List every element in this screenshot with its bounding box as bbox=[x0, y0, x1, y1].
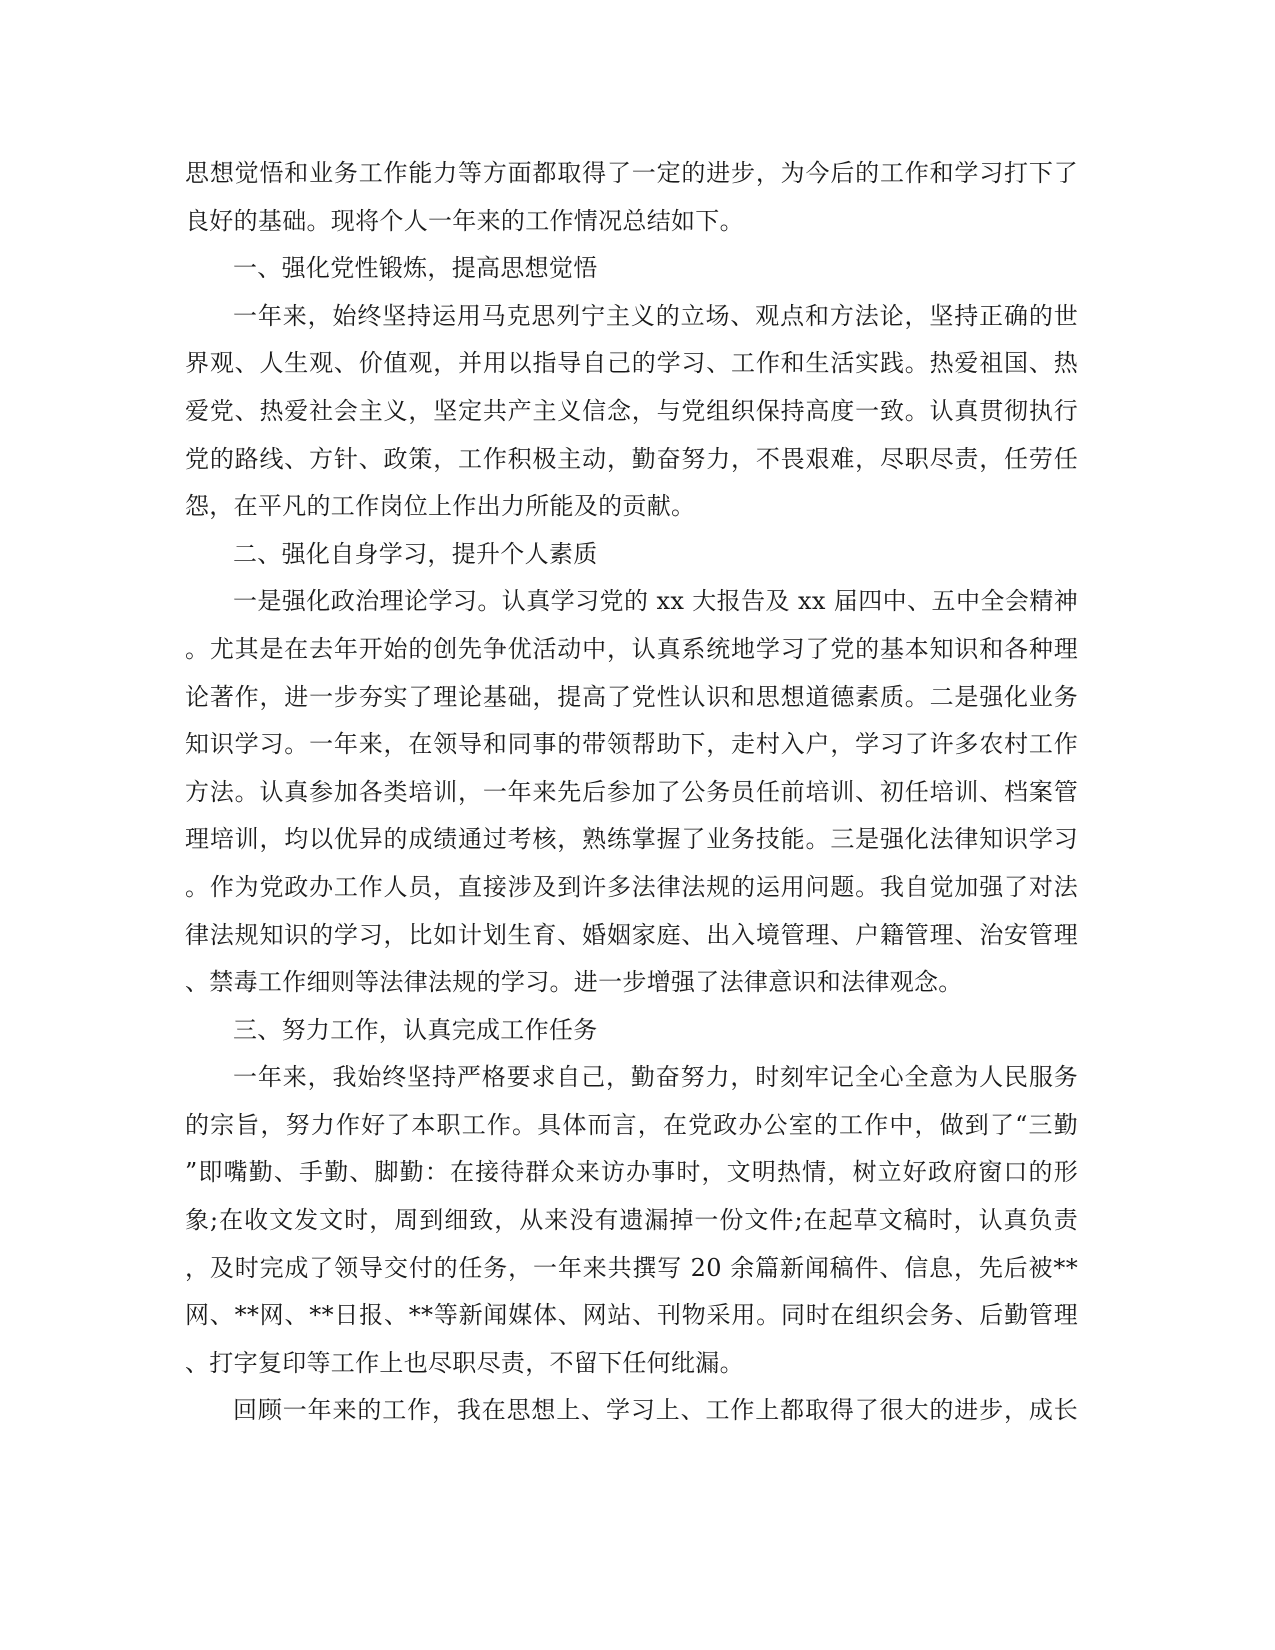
text-line: ”即嘴勤、手勤、脚勤：在接待群众来访办事时，文明热情，树立好政府窗口的形 bbox=[185, 1158, 1078, 1187]
text-line: 界观、人生观、价值观，并用以指导自己的学习、工作和生活实践。热爱祖国、热 bbox=[185, 349, 1078, 378]
text-line: 、打字复印等工作上也尽职尽责，不留下任何纰漏。 bbox=[185, 1348, 744, 1377]
section-heading: 二、强化自身学习，提升个人素质 bbox=[233, 539, 598, 568]
text-line: 、禁毒工作细则等法律法规的学习。进一步增强了法律意识和法律观念。 bbox=[185, 968, 963, 997]
text-line: ，及时完成了领导交付的任务，一年来共撰写 20 余篇新闻稿件、信息，先后被** bbox=[185, 1253, 1078, 1282]
text-line: 爱党、热爱社会主义，坚定共产主义信念，与党组织保持高度一致。认真贯彻执行 bbox=[185, 396, 1078, 425]
text-line: 律法规知识的学习，比如计划生育、婚姻家庭、出入境管理、户籍管理、治安管理 bbox=[185, 920, 1078, 949]
text-line: 回顾一年来的工作，我在思想上、学习上、工作上都取得了很大的进步，成长 bbox=[233, 1396, 1078, 1425]
text-line: 一是强化政治理论学习。认真学习党的 xx 大报告及 xx 届四中、五中全会精神 bbox=[233, 587, 1078, 616]
text-line: 的宗旨，努力作好了本职工作。具体而言，在党政办公室的工作中，做到了“三勤 bbox=[185, 1110, 1078, 1139]
text-line: 知识学习。一年来，在领导和同事的带领帮助下，走村入户，学习了许多农村工作 bbox=[185, 730, 1078, 759]
text-line: 。尤其是在去年开始的创先争优活动中，认真系统地学习了党的基本知识和各种理 bbox=[185, 634, 1078, 663]
text-line: 方法。认真参加各类培训，一年来先后参加了公务员任前培训、初任培训、档案管 bbox=[185, 777, 1078, 806]
text-line: 象;在收文发文时，周到细致，从来没有遗漏掉一份文件;在起草文稿时，认真负责 bbox=[185, 1206, 1078, 1235]
text-line: 怨，在平凡的工作岗位上作出力所能及的贡献。 bbox=[185, 492, 696, 521]
text-line: 论著作，进一步夯实了理论基础，提高了党性认识和思想道德素质。二是强化业务 bbox=[185, 682, 1078, 711]
section-heading: 三、努力工作，认真完成工作任务 bbox=[233, 1015, 598, 1044]
text-line: 理培训，均以优异的成绩通过考核，熟练掌握了业务技能。三是强化法律知识学习 bbox=[185, 825, 1078, 854]
text-line: 一年来，始终坚持运用马克思列宁主义的立场、观点和方法论，坚持正确的世 bbox=[233, 301, 1078, 330]
text-line: 网、**网、**日报、**等新闻媒体、网站、刊物采用。同时在组织会务、后勤管理 bbox=[185, 1301, 1078, 1330]
text-line: 。作为党政办工作人员，直接涉及到许多法律法规的运用问题。我自觉加强了对法 bbox=[185, 872, 1078, 901]
text-line: 良好的基础。现将个人一年来的工作情况总结如下。 bbox=[185, 206, 744, 235]
document-body bbox=[185, 150, 1078, 1435]
text-line: 思想觉悟和业务工作能力等方面都取得了一定的进步，为今后的工作和学习打下了 bbox=[185, 159, 1078, 187]
text-line: 党的路线、方针、政策，工作积极主动，勤奋努力，不畏艰难，尽职尽责，任劳任 bbox=[185, 444, 1078, 473]
section-heading: 一、强化党性锻炼，提高思想觉悟 bbox=[233, 254, 598, 283]
text-line: 一年来，我始终坚持严格要求自己，勤奋努力，时刻牢记全心全意为人民服务 bbox=[233, 1063, 1078, 1092]
